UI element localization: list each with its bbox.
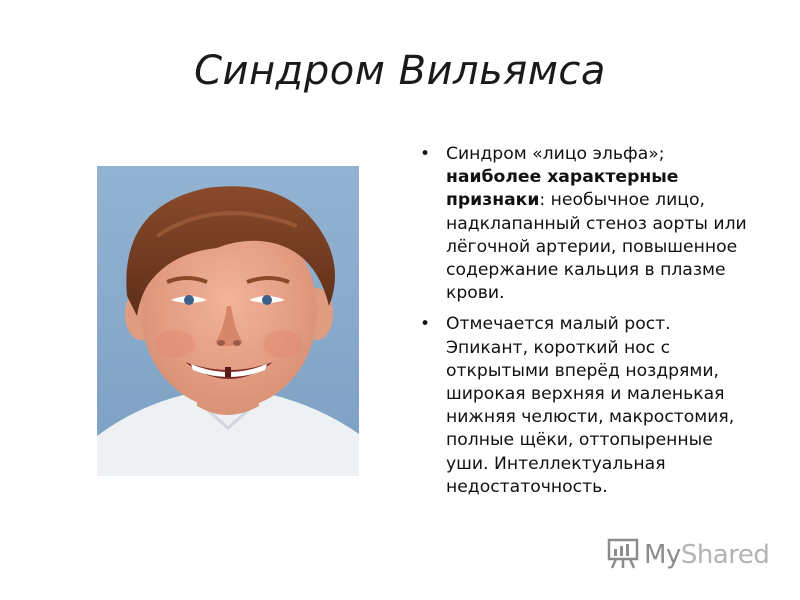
bullet-text-part: : необычное лицо, надклапанный стеноз аорты или лёгочной артерии, повышенное содержание кальция в плазме крови. [446, 190, 747, 304]
bullet-marker: • [420, 144, 431, 164]
slide-title: Синдром Вильямса [194, 48, 606, 94]
myshared-watermark[interactable] [606, 536, 769, 574]
list-item [418, 313, 758, 499]
watermark-text-suffix: Shared [680, 540, 770, 570]
list-item [418, 143, 758, 305]
bullet-text-part: Отмечается малый рост. Эпикант, короткий нос с открытыми вперёд ноздрями, широкая верхняя и маленькая нижняя челюсти, макростомия, полные щёки, оттопыренные уши. Интеллектуальная недостаточность. [446, 314, 735, 497]
bullet-text-part: Синдром «лицо эльфа»; [446, 144, 665, 164]
portrait-photo [97, 166, 359, 476]
watermark-text [644, 540, 769, 570]
bullet-text-bold: наиболее характерные признаки [446, 167, 679, 211]
bullet-list [418, 143, 758, 507]
watermark-text-prefix: My [644, 540, 681, 570]
presentation-board-icon [606, 536, 640, 574]
bullet-marker: • [420, 314, 431, 335]
